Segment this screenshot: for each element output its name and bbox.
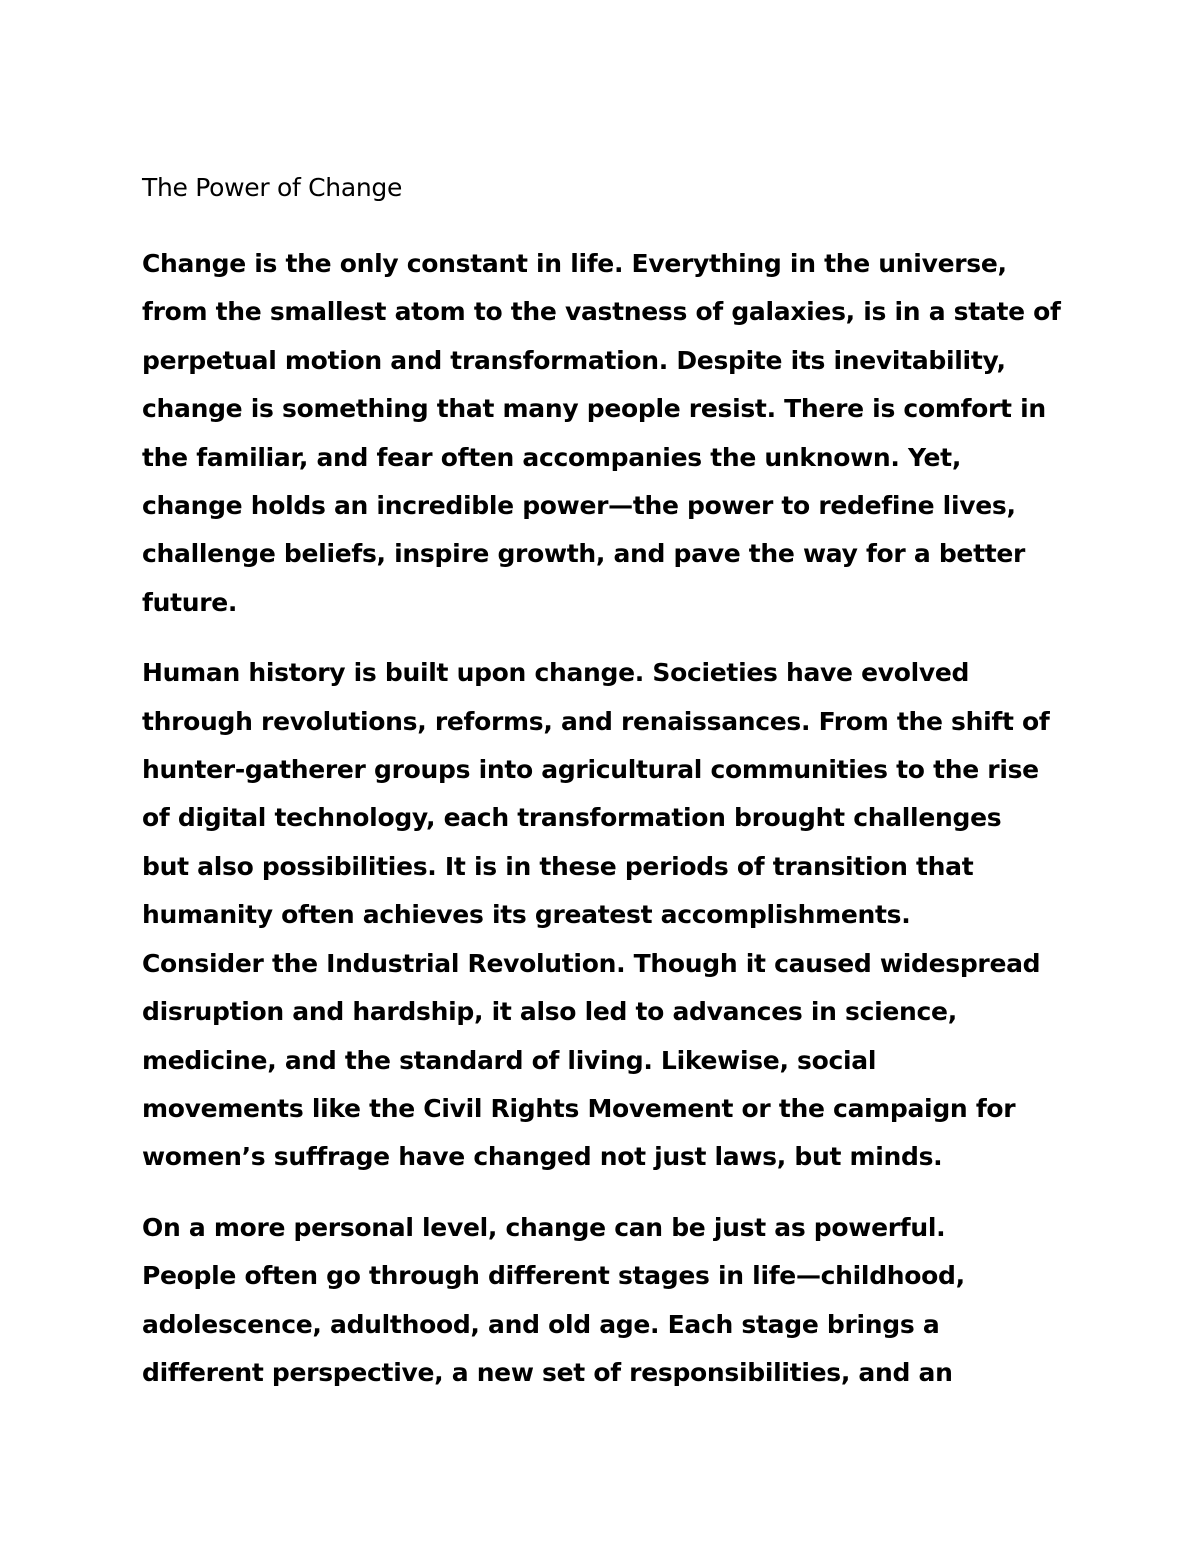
text-line: but also possibilities. It is in these periods of transition that [142,851,974,881]
text-line: through revolutions, reforms, and renaissances. From the shift of [142,706,1050,736]
text-line: Human history is built upon change. Societies have evolved [142,658,970,688]
text-line: adolescence, adulthood, and old age. Each stage brings a [142,1309,940,1339]
text-line: change holds an incredible power—the power to redefine lives, [142,491,1016,521]
text-line: hunter-gatherer groups into agricultural communities to the rise [142,755,1039,785]
text-line: On a more personal level, change can be just as powerful. [142,1212,946,1242]
text-line: of digital technology, each transformation brought challenges [142,803,1002,833]
text-line: humanity often achieves its greatest accomplishments. [142,900,911,930]
text-line: future. [142,587,238,617]
text-line: the familiar, and fear often accompanies the unknown. Yet, [142,442,962,472]
text-line: movements like the Civil Rights Movement or the campaign for [142,1093,1016,1123]
text-line: People often go through different stages in life—childhood, [142,1261,965,1291]
paragraph-2 [142,649,1072,1181]
text-line: disruption and hardship, it also led to advances in science, [142,997,957,1027]
text-line: change is something that many people resist. There is comfort in [142,394,1046,424]
document-body [142,168,1072,1397]
text-line: challenge beliefs, inspire growth, and pave the way for a better [142,539,1026,569]
text-line: Consider the Industrial Revolution. Though it caused widespread [142,948,1041,978]
text-line: perpetual motion and transformation. Despite its inevitability, [142,345,1006,375]
paragraph-3 [142,1204,1072,1398]
document-title: The Power of Change [142,173,403,202]
text-line: medicine, and the standard of living. Likewise, social [142,1045,877,1075]
text-line: Change is the only constant in life. Everything in the universe, [142,249,1007,278]
paragraph-1 [142,240,1072,627]
text-line: women’s suffrage have changed not just laws, but minds. [142,1142,943,1172]
text-line: different perspective, a new set of responsibilities, and an [142,1357,953,1387]
text-line: from the smallest atom to the vastness of galaxies, is in a state of [142,297,1061,327]
